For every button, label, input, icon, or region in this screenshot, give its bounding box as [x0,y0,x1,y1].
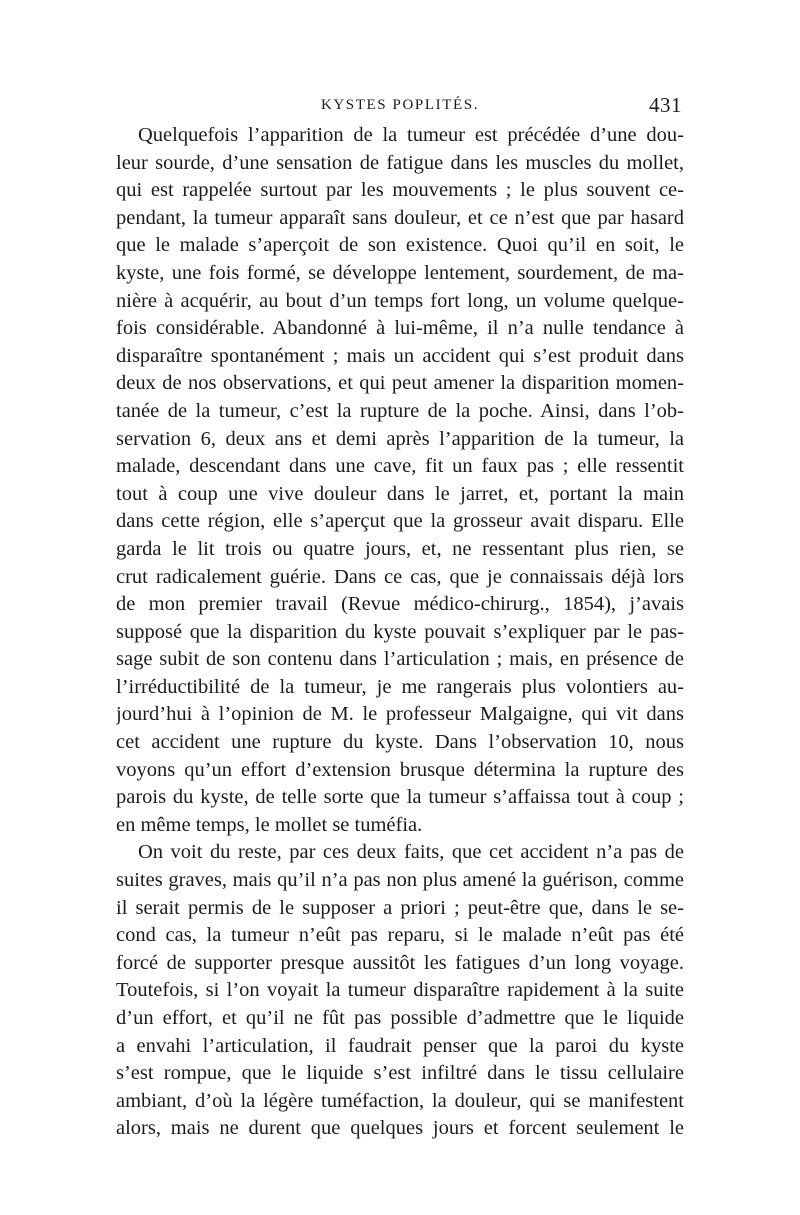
text-line: Toutefois, si l’on voyait la tumeur disparaître rapidement à la suite [116,979,684,1002]
page-number: 431 [649,93,682,117]
running-title: KYSTES POPLITÉS. [320,97,480,113]
text-line: s’est rompue, que le liquide s’est infiltré dans le tissu cellulaire [116,1062,684,1085]
body-text [116,122,684,1143]
text-line: forcé de supporter presque aussitôt les fatigues d’un long voyage. [116,951,684,974]
text-line: pendant, la tumeur apparaît sans douleur, et ce n’est que par hasard [116,206,684,229]
text-line: On voit du reste, par ces deux faits, que cet accident n’a pas de [138,841,684,864]
text-line: nière à acquérir, au bout d’un temps fort long, un volume quelque- [116,289,684,312]
text-line: disparaître spontanément ; mais un accident qui s’est produit dans [116,344,684,367]
text-line: supposé que la disparition du kyste pouvait s’expliquer par le pas- [116,620,684,643]
text-line: il serait permis de le supposer a priori ; peut-être que, dans le se- [116,896,684,919]
text-line: que le malade s’aperçoit de son existence. Quoi qu’il en soit, le [116,234,684,257]
text-line: kyste, une fois formé, se développe lentement, sourdement, de ma- [116,261,684,284]
text-line: crut radicalement guérie. Dans ce cas, que je connaissais déjà lors [116,565,684,588]
text-line: tanée de la tumeur, c’est la rupture de la poche. Ainsi, dans l’ob- [116,399,684,422]
text-line: malade, descendant dans une cave, fit un faux pas ; elle ressentit [116,455,684,478]
text-line: suites graves, mais qu’il n’a pas non plus amené la guérison, comme [116,869,684,892]
text-line: voyons qu’un effort d’extension brusque détermina la rupture des [116,758,684,781]
text-line: ambiant, d’où la légère tuméfaction, la douleur, qui se manifestent [116,1089,684,1112]
paragraph-1 [116,122,684,839]
text-line: cond cas, la tumeur n’eût pas reparu, si le malade n’eût pas été [116,924,684,947]
paragraph-2 [116,839,684,1143]
page-header [116,93,684,119]
text-line: jourd’hui à l’opinion de M. le professeur Malgaigne, qui vit dans [116,703,684,726]
text-line: en même temps, le mollet se tuméfia. [116,813,423,836]
text-line: dans cette région, elle s’aperçut que la grosseur avait disparu. Elle [116,510,684,533]
text-line: sage subit de son contenu dans l’articulation ; mais, en présence de [116,648,684,671]
text-line: servation 6, deux ans et demi après l’apparition de la tumeur, la [116,427,684,450]
text-line: l’irréductibilité de la tumeur, je me rangerais plus volontiers au- [116,675,684,698]
text-line: tout à coup une vive douleur dans le jarret, et, portant la main [116,482,684,505]
text-line: Quelquefois l’apparition de la tumeur est précédée d’une dou- [138,124,684,146]
text-line: garda le lit trois ou quatre jours, et, ne ressentant plus rien, se [116,537,684,560]
text-line: de mon premier travail (Revue médico-chirurg., 1854), j’avais [116,593,684,616]
text-line: parois du kyste, de telle sorte que la tumeur s’affaissa tout à coup ; [116,786,684,809]
text-line: cet accident une rupture du kyste. Dans l’observation 10, nous [116,731,684,754]
text-line: alors, mais ne durent que quelques jours et forcent seulement le [116,1117,684,1140]
text-line: d’un effort, et qu’il ne fût pas possible d’admettre que le liquide [116,1007,684,1029]
text-line: deux de nos observations, et qui peut amener la disparition momen- [116,372,684,395]
text-line: a envahi l’articulation, il faudrait penser que la paroi du kyste [116,1034,684,1057]
text-line: fois considérable. Abandonné à lui-même, il n’a nulle tendance à [116,317,684,340]
text-line: leur sourde, d’une sensation de fatigue dans les muscles du mollet, [116,151,684,174]
text-line: qui est rappelée surtout par les mouvements ; le plus souvent ce- [116,179,684,202]
